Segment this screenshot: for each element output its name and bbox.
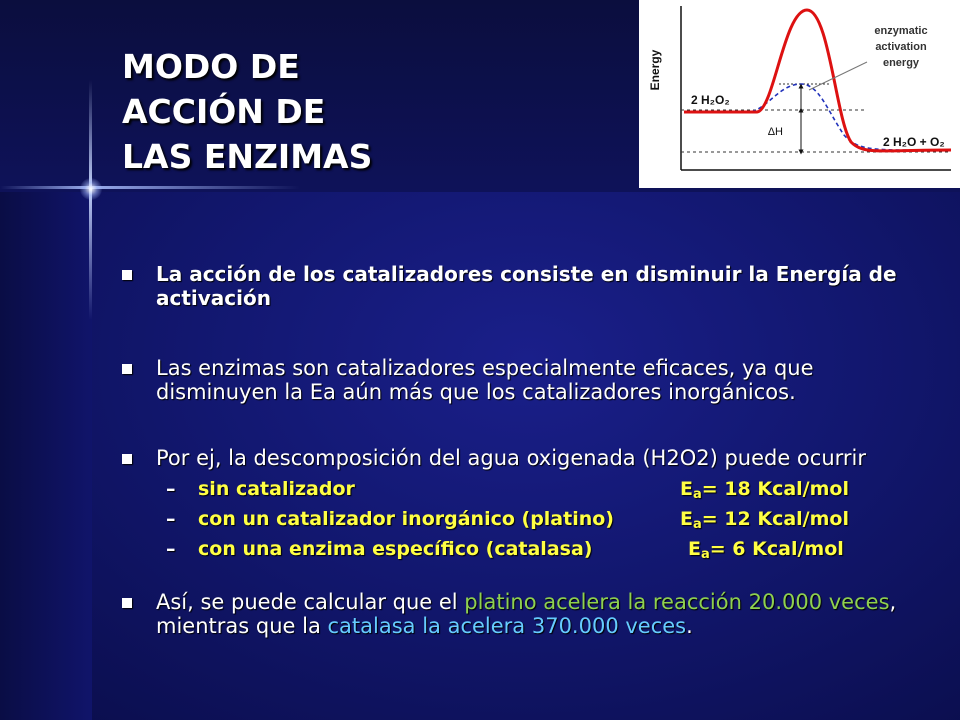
annotation-line-1: enzymatic (874, 25, 928, 37)
title-line-3: LAS ENZIMAS (122, 137, 373, 176)
bullet-2: Las enzimas son catalizadores especialmente eficaces, ya que disminuyen la Ea aún más que los catalizadores inorgánicos. (118, 356, 918, 404)
bullet-list (118, 262, 918, 638)
lens-flare-horizontal (0, 186, 300, 189)
slide-title (122, 44, 372, 179)
annotation-pointer (809, 62, 867, 90)
sub-item-name: con un catalizador inorgánico (platino) (198, 508, 614, 530)
sub-item-sin-catalizador (118, 474, 918, 504)
annotation-line-3: energy (882, 57, 920, 69)
bullet-4: Así, se puede calcular que el platino acelera la reacción 20.000 veces, mientras que la catalasa la acelera 370.000 veces. (118, 590, 918, 638)
activation-energy-value: $E_a= 6$ Kcal/mol (688, 538, 844, 562)
bullet-1: La acción de los catalizadores consiste en disminuir la Energía de activación (118, 262, 918, 310)
delta-h-label: ΔH (767, 126, 783, 138)
reactant-label: 2 H₂O₂ (691, 93, 730, 107)
sub-item-name: sin catalizador (198, 478, 355, 500)
title-line-1: MODO DE (122, 47, 300, 86)
product-label: 2 H₂O + O₂ (883, 135, 945, 149)
bullet-3: Por ej, la descomposición del agua oxigenada (H2O2) puede ocurrir (118, 446, 918, 470)
energy-diagram-svg (639, 0, 960, 188)
annotation-line-2: activation (875, 41, 927, 53)
activation-energy-value: $E_a= 18$ Kcal/mol (680, 478, 849, 502)
lens-flare-core (80, 178, 102, 200)
energy-diagram (639, 0, 960, 188)
platino-highlight: platino acelera la reacción 20.000 veces (464, 590, 890, 614)
activation-energy-value: $E_a= 12$ Kcal/mol (680, 508, 849, 532)
y-axis-label: Energy (648, 49, 662, 91)
left-strip (0, 192, 92, 720)
sub-item-catalasa (118, 534, 918, 564)
catalasa-highlight: catalasa la acelera 370.000 veces (327, 614, 687, 638)
sub-item-name: con una enzima específico (catalasa) (198, 538, 593, 560)
lens-flare-vertical (89, 80, 92, 320)
title-line-2: ACCIÓN DE (122, 92, 326, 131)
sub-item-platino (118, 504, 918, 534)
